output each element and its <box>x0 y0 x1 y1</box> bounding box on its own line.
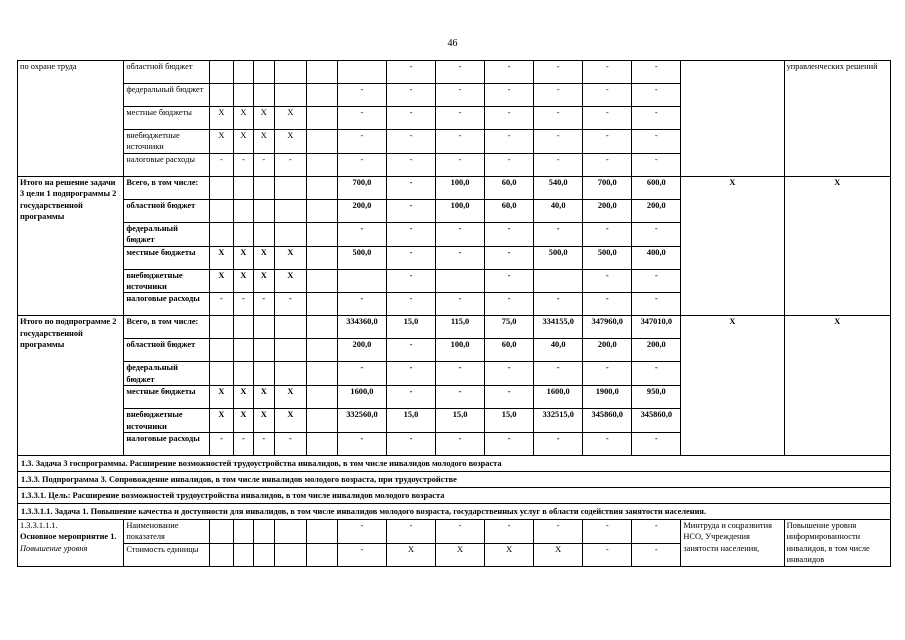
value-cell: - <box>386 246 435 269</box>
marker-cell <box>233 543 253 566</box>
funding-source: налоговые расходы <box>124 153 210 176</box>
empty-cell <box>307 176 338 199</box>
marker-cell <box>254 176 274 199</box>
marker-cell <box>233 316 253 339</box>
marker-cell <box>233 176 253 199</box>
value-cell: - <box>632 520 681 544</box>
marker-cell: X <box>210 107 234 130</box>
value-cell: - <box>534 433 583 456</box>
value-cell: 500,0 <box>337 246 386 269</box>
value-cell: 200,0 <box>632 339 681 362</box>
marker-cell: - <box>254 293 274 316</box>
marker-cell: - <box>210 293 234 316</box>
value-cell: - <box>337 222 386 246</box>
marker-cell <box>274 362 307 386</box>
value-cell: - <box>386 293 435 316</box>
value-cell: 200,0 <box>337 199 386 222</box>
value-cell: - <box>386 433 435 456</box>
value-cell: - <box>583 222 632 246</box>
outcome-cell: X <box>784 176 890 316</box>
value-cell: - <box>436 61 485 84</box>
marker-cell: X <box>274 107 307 130</box>
value-cell: 60,0 <box>485 339 534 362</box>
marker-cell <box>254 362 274 386</box>
value-cell: 345860,0 <box>583 409 632 433</box>
value-cell: - <box>534 222 583 246</box>
outcome-cell: управленческих решений <box>784 61 890 177</box>
marker-cell <box>210 316 234 339</box>
executor-cell: X <box>681 316 784 456</box>
value-cell: - <box>583 130 632 154</box>
marker-cell <box>233 61 253 84</box>
funding-source: Наименование показателя <box>124 520 210 544</box>
value-cell: 400,0 <box>632 246 681 269</box>
group-label <box>18 520 124 567</box>
value-cell: - <box>485 386 534 409</box>
value-cell: - <box>485 293 534 316</box>
marker-cell: - <box>233 433 253 456</box>
value-cell: - <box>337 84 386 107</box>
value-cell: - <box>534 362 583 386</box>
empty-cell <box>307 293 338 316</box>
value-cell: - <box>583 107 632 130</box>
value-cell: 600,0 <box>632 176 681 199</box>
value-cell: X <box>485 543 534 566</box>
marker-cell <box>254 199 274 222</box>
value-cell: - <box>386 176 435 199</box>
value-cell: - <box>386 199 435 222</box>
group-label: по охране труда <box>18 61 124 177</box>
value-cell: 15,0 <box>485 409 534 433</box>
value-cell: 15,0 <box>386 316 435 339</box>
marker-cell <box>210 176 234 199</box>
empty-cell <box>307 362 338 386</box>
section-row <box>18 504 891 520</box>
value-cell: - <box>485 246 534 269</box>
marker-cell: - <box>274 153 307 176</box>
value-cell: - <box>386 130 435 154</box>
value-cell: - <box>386 386 435 409</box>
value-cell: - <box>337 520 386 544</box>
value-cell: 950,0 <box>632 386 681 409</box>
value-cell: - <box>583 293 632 316</box>
value-cell: - <box>632 130 681 154</box>
value-cell: - <box>436 222 485 246</box>
marker-cell: X <box>254 386 274 409</box>
marker-cell <box>233 339 253 362</box>
marker-cell: X <box>233 107 253 130</box>
section-row <box>18 472 891 488</box>
value-cell: - <box>436 386 485 409</box>
value-cell: 334155,0 <box>534 316 583 339</box>
value-cell: 540,0 <box>534 176 583 199</box>
marker-cell <box>274 222 307 246</box>
marker-cell: X <box>210 386 234 409</box>
marker-cell: - <box>274 293 307 316</box>
value-cell: - <box>386 61 435 84</box>
marker-cell: X <box>254 130 274 154</box>
value-cell: - <box>534 153 583 176</box>
value-cell: X <box>534 543 583 566</box>
funding-source: областной бюджет <box>124 199 210 222</box>
empty-cell <box>307 269 338 293</box>
value-cell: - <box>632 84 681 107</box>
value-cell <box>436 269 485 293</box>
value-cell: - <box>632 107 681 130</box>
value-cell: - <box>386 362 435 386</box>
marker-cell <box>274 84 307 107</box>
value-cell: 15,0 <box>436 409 485 433</box>
marker-cell <box>233 222 253 246</box>
marker-cell: X <box>274 246 307 269</box>
marker-cell: X <box>210 409 234 433</box>
value-cell: - <box>632 61 681 84</box>
value-cell: 100,0 <box>436 199 485 222</box>
marker-cell: X <box>274 386 307 409</box>
value-cell: 332560,0 <box>337 409 386 433</box>
value-cell: 345860,0 <box>632 409 681 433</box>
value-cell: - <box>534 293 583 316</box>
empty-cell <box>307 153 338 176</box>
value-cell: - <box>583 362 632 386</box>
value-cell: - <box>534 130 583 154</box>
marker-cell <box>254 316 274 339</box>
marker-cell <box>210 61 234 84</box>
value-cell: - <box>632 222 681 246</box>
marker-cell <box>254 339 274 362</box>
funding-source: местные бюджеты <box>124 246 210 269</box>
marker-cell: X <box>210 246 234 269</box>
marker-cell <box>233 520 253 544</box>
section-row <box>18 488 891 504</box>
empty-cell <box>307 409 338 433</box>
value-cell: - <box>534 520 583 544</box>
empty-cell <box>307 520 338 544</box>
funding-source: внебюджетные источники <box>124 269 210 293</box>
marker-cell: X <box>254 107 274 130</box>
program-table <box>17 60 891 567</box>
value-cell: - <box>436 520 485 544</box>
table-row <box>18 176 891 199</box>
marker-cell <box>210 222 234 246</box>
executor-cell: Минтруда и соцразвития НСО, Учреждения занятости населения, <box>681 520 784 567</box>
value-cell: 700,0 <box>337 176 386 199</box>
measure-code: 1.3.3.1.1.1. <box>20 521 58 531</box>
marker-cell: X <box>274 269 307 293</box>
value-cell: 15,0 <box>386 409 435 433</box>
value-cell: - <box>436 246 485 269</box>
value-cell: - <box>485 433 534 456</box>
value-cell: 1900,0 <box>583 386 632 409</box>
section-heading: 1.3.3. Подпрограмма 3. Сопровождение инвалидов, в том числе инвалидов молодого возраста, при трудоустройстве <box>18 472 891 488</box>
value-cell: 60,0 <box>485 199 534 222</box>
value-cell: - <box>632 153 681 176</box>
funding-source: федеральный бюджет <box>124 84 210 107</box>
funding-source: Всего, в том числе: <box>124 176 210 199</box>
value-cell: - <box>337 107 386 130</box>
outcome-cell: X <box>784 316 890 456</box>
marker-cell: - <box>254 153 274 176</box>
value-cell: 200,0 <box>337 339 386 362</box>
marker-cell <box>233 362 253 386</box>
value-cell: - <box>485 61 534 84</box>
marker-cell <box>210 362 234 386</box>
value-cell: - <box>436 130 485 154</box>
empty-cell <box>307 199 338 222</box>
value-cell: 200,0 <box>583 339 632 362</box>
value-cell: - <box>632 269 681 293</box>
executor-cell: X <box>681 176 784 316</box>
value-cell: - <box>386 153 435 176</box>
marker-cell <box>210 339 234 362</box>
value-cell: - <box>337 362 386 386</box>
marker-cell: X <box>233 409 253 433</box>
marker-cell: X <box>210 269 234 293</box>
marker-cell: X <box>274 409 307 433</box>
value-cell: - <box>583 84 632 107</box>
value-cell: - <box>485 153 534 176</box>
value-cell: 115,0 <box>436 316 485 339</box>
table-row <box>18 316 891 339</box>
empty-cell <box>307 61 338 84</box>
group-label: Итого на решение задачи 3 цели 1 подпрограммы 2 государственной программы <box>18 176 124 316</box>
marker-cell <box>254 222 274 246</box>
section-heading: 1.3.3.1. Цель: Расширение возможностей трудоустройства инвалидов, в том числе инвалидов молодого возраста <box>18 488 891 504</box>
value-cell: - <box>583 433 632 456</box>
page-number: 46 <box>447 38 458 49</box>
value-cell: - <box>632 362 681 386</box>
value-cell: - <box>534 61 583 84</box>
funding-source: федеральный бюджет <box>124 222 210 246</box>
empty-cell <box>307 107 338 130</box>
value-cell: X <box>436 543 485 566</box>
section-heading: 1.3. Задача 3 госпрограммы. Расширение возможностей трудоустройства инвалидов, в том числе инвалидов молодого возраста <box>18 456 891 472</box>
value-cell: - <box>485 84 534 107</box>
value-cell: - <box>583 61 632 84</box>
value-cell: - <box>386 84 435 107</box>
marker-cell: - <box>210 433 234 456</box>
table-row <box>18 520 891 544</box>
outcome-cell: Повышение уровня информированности инвалидов, в том числе инвалидов <box>784 520 890 567</box>
value-cell: - <box>337 543 386 566</box>
value-cell: - <box>386 520 435 544</box>
funding-source: местные бюджеты <box>124 107 210 130</box>
marker-cell <box>274 61 307 84</box>
value-cell: 40,0 <box>534 199 583 222</box>
empty-cell <box>307 222 338 246</box>
value-cell: 200,0 <box>583 199 632 222</box>
value-cell: - <box>485 130 534 154</box>
value-cell <box>337 61 386 84</box>
marker-cell <box>274 520 307 544</box>
value-cell: - <box>436 107 485 130</box>
marker-cell: X <box>233 269 253 293</box>
value-cell: - <box>436 433 485 456</box>
value-cell: - <box>436 293 485 316</box>
value-cell: - <box>436 362 485 386</box>
marker-cell <box>274 199 307 222</box>
marker-cell: X <box>254 246 274 269</box>
value-cell: 75,0 <box>485 316 534 339</box>
empty-cell <box>307 84 338 107</box>
marker-cell: X <box>274 130 307 154</box>
value-cell: - <box>583 153 632 176</box>
value-cell: 500,0 <box>583 246 632 269</box>
table-row <box>18 61 891 84</box>
empty-cell <box>307 386 338 409</box>
empty-cell <box>307 543 338 566</box>
marker-cell <box>210 543 234 566</box>
marker-cell: X <box>233 386 253 409</box>
value-cell: 100,0 <box>436 176 485 199</box>
value-cell: - <box>583 520 632 544</box>
funding-source: Стоимость единицы <box>124 543 210 566</box>
marker-cell: X <box>210 130 234 154</box>
marker-cell: X <box>254 409 274 433</box>
funding-source: местные бюджеты <box>124 386 210 409</box>
group-label: Итого по подпрограмме 2 государственной программы <box>18 316 124 456</box>
value-cell: - <box>386 269 435 293</box>
value-cell: - <box>534 84 583 107</box>
marker-cell <box>254 520 274 544</box>
marker-cell <box>233 84 253 107</box>
value-cell: - <box>632 433 681 456</box>
funding-source: Всего, в том числе: <box>124 316 210 339</box>
value-cell: 200,0 <box>632 199 681 222</box>
marker-cell: - <box>210 153 234 176</box>
value-cell: - <box>436 84 485 107</box>
value-cell: - <box>632 543 681 566</box>
value-cell: 347010,0 <box>632 316 681 339</box>
funding-source: внебюджетные источники <box>124 130 210 154</box>
marker-cell: - <box>254 433 274 456</box>
value-cell: 60,0 <box>485 176 534 199</box>
value-cell: 500,0 <box>534 246 583 269</box>
value-cell: - <box>583 269 632 293</box>
marker-cell <box>274 316 307 339</box>
value-cell: - <box>386 222 435 246</box>
value-cell: - <box>485 362 534 386</box>
marker-cell <box>210 199 234 222</box>
marker-cell <box>254 84 274 107</box>
funding-source: областной бюджет <box>124 61 210 84</box>
measure-subtitle: Повышение уровня <box>20 543 88 553</box>
marker-cell <box>274 543 307 566</box>
value-cell: - <box>485 222 534 246</box>
marker-cell <box>274 339 307 362</box>
value-cell: - <box>436 153 485 176</box>
empty-cell <box>307 316 338 339</box>
marker-cell: - <box>233 293 253 316</box>
value-cell: 40,0 <box>534 339 583 362</box>
value-cell: X <box>386 543 435 566</box>
value-cell: - <box>337 293 386 316</box>
value-cell: - <box>337 433 386 456</box>
value-cell: - <box>485 269 534 293</box>
marker-cell <box>274 176 307 199</box>
marker-cell <box>233 199 253 222</box>
funding-source: внебюджетные источники <box>124 409 210 433</box>
value-cell: 334360,0 <box>337 316 386 339</box>
empty-cell <box>307 130 338 154</box>
empty-cell <box>307 339 338 362</box>
value-cell: - <box>632 293 681 316</box>
section-heading: 1.3.3.1.1. Задача 1. Повышение качества и доступности для инвалидов, в том числе инвалидов молодого возраста, государственных услуг в области содействия занятости населения. <box>18 504 891 520</box>
funding-source: федеральный бюджет <box>124 362 210 386</box>
value-cell: 1600,0 <box>534 386 583 409</box>
value-cell: - <box>534 107 583 130</box>
funding-source: областной бюджет <box>124 339 210 362</box>
marker-cell: X <box>233 130 253 154</box>
value-cell: - <box>386 107 435 130</box>
value-cell: - <box>337 153 386 176</box>
marker-cell <box>210 520 234 544</box>
value-cell <box>337 269 386 293</box>
marker-cell: - <box>233 153 253 176</box>
value-cell <box>534 269 583 293</box>
marker-cell <box>210 84 234 107</box>
table-body <box>18 61 891 567</box>
value-cell: - <box>337 130 386 154</box>
marker-cell: X <box>233 246 253 269</box>
value-cell: - <box>583 543 632 566</box>
empty-cell <box>307 433 338 456</box>
executor-cell <box>681 61 784 177</box>
funding-source: налоговые расходы <box>124 293 210 316</box>
measure-title: Основное мероприятие 1. <box>20 532 117 542</box>
funding-source: налоговые расходы <box>124 433 210 456</box>
value-cell: - <box>485 520 534 544</box>
empty-cell <box>307 246 338 269</box>
marker-cell: - <box>274 433 307 456</box>
marker-cell <box>254 61 274 84</box>
value-cell: 700,0 <box>583 176 632 199</box>
value-cell: 347960,0 <box>583 316 632 339</box>
marker-cell: X <box>254 269 274 293</box>
value-cell: 1600,0 <box>337 386 386 409</box>
value-cell: 100,0 <box>436 339 485 362</box>
value-cell: - <box>485 107 534 130</box>
section-row <box>18 456 891 472</box>
marker-cell <box>254 543 274 566</box>
value-cell: 332515,0 <box>534 409 583 433</box>
value-cell: - <box>386 339 435 362</box>
